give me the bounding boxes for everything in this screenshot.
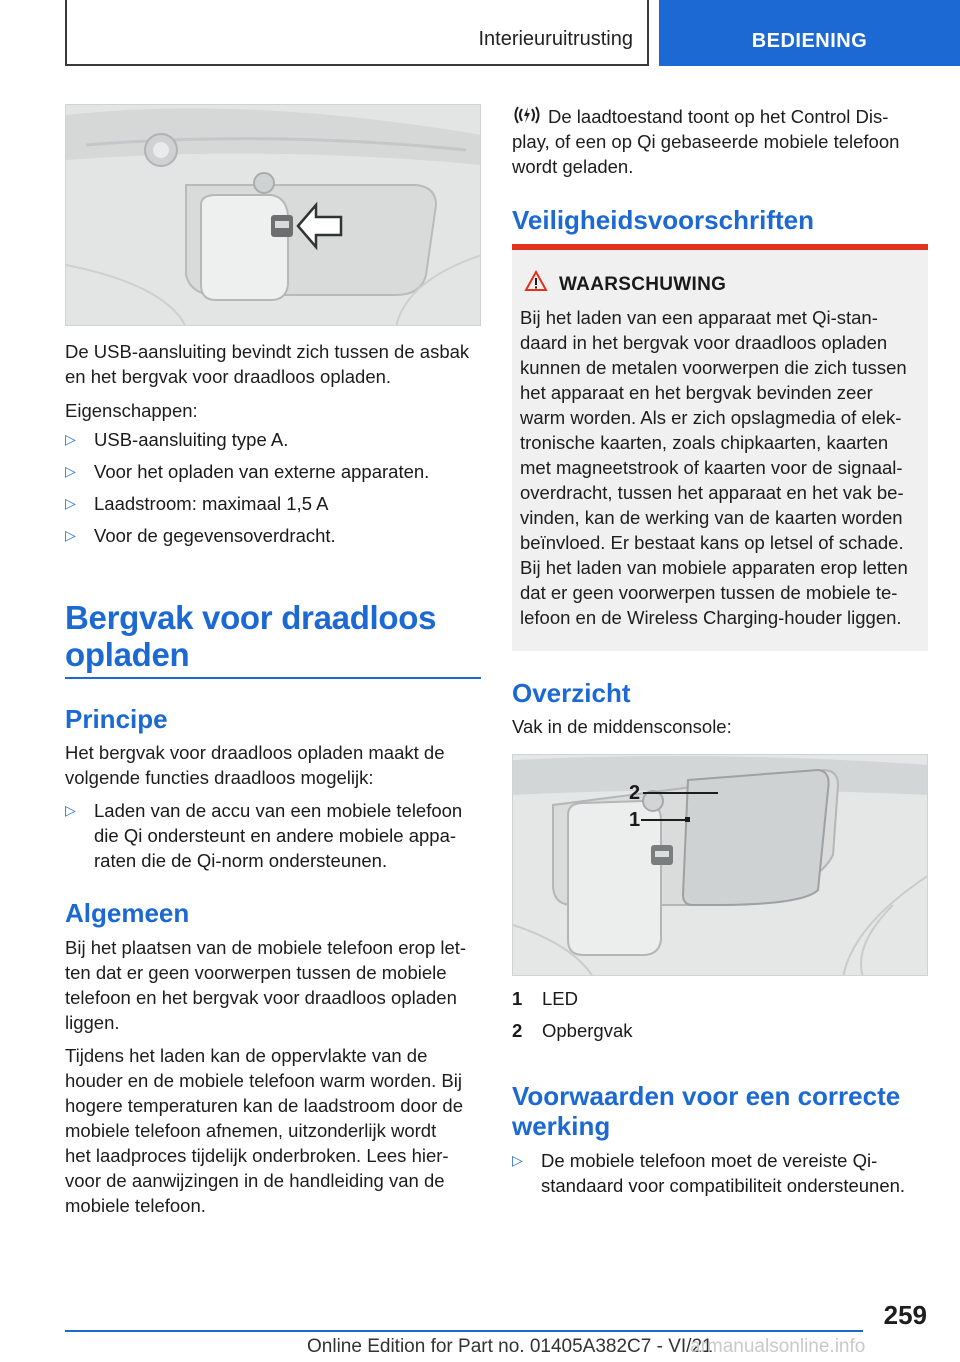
general-p1-line: ten dat er geen voorwerpen tussen de mobiele bbox=[65, 962, 447, 983]
general-p2-line: mobiele telefoon afnemen, uitzonderlijk wordt bbox=[65, 1120, 437, 1141]
charge-note-line-1: De laadtoestand toont op het Control Dis- bbox=[548, 106, 889, 127]
footer-divider bbox=[65, 1330, 863, 1332]
chapter-divider bbox=[65, 677, 481, 679]
general-p2-line: Tijdens het laden kan de oppervlakte van de bbox=[65, 1045, 428, 1066]
warning-line: Bij het laden van mobiele apparaten erop letten bbox=[520, 557, 908, 578]
general-p2-line: houder en de mobiele telefoon warm worden. Bij bbox=[65, 1070, 462, 1091]
legend-label: Opbergvak bbox=[542, 1020, 633, 1041]
feature-item-text: Voor het opladen van externe apparaten. bbox=[94, 461, 430, 482]
principle-text-line-1: Het bergvak voor draadloos opladen maakt de bbox=[65, 742, 445, 763]
warning-line: daard in het bergvak voor draadloos opladen bbox=[520, 332, 888, 353]
warning-line: overdracht, tussen het apparaat en het vak be- bbox=[520, 482, 904, 503]
overview-heading: Overzicht bbox=[512, 678, 631, 708]
warning-line: vinden, kan de werking van de kaarten worden bbox=[520, 507, 903, 528]
principle-bullet-line-1: Laden van de accu van een mobiele telefoon bbox=[94, 800, 463, 821]
warning-box bbox=[512, 250, 928, 651]
warning-line: lefoon en de Wireless Charging-houder liggen. bbox=[520, 607, 902, 628]
safety-heading: Veiligheidsvoorschriften bbox=[512, 205, 814, 235]
charge-note-line-2: play, of een op Qi gebaseerde mobiele telefoon bbox=[512, 131, 900, 152]
legend-number: 2 bbox=[512, 1020, 523, 1041]
warning-line: warm worden. Als er zich opslagmedia of elek- bbox=[520, 407, 902, 428]
general-heading: Algemeen bbox=[65, 898, 190, 928]
warning-line: het apparaat en het bergvak bevinden zeer bbox=[520, 382, 873, 403]
callout-label-1: 1 bbox=[629, 809, 641, 831]
general-p2-line: voor de aanwijzingen in de handleiding van de bbox=[65, 1170, 445, 1191]
legend-number: 1 bbox=[512, 988, 523, 1009]
warning-line: beïnvloed. Er bestaat kans op letsel of schade. bbox=[520, 532, 904, 553]
bullet-triangle-icon: ▷ bbox=[65, 495, 76, 511]
general-p2-line: hogere temperaturen kan de laadstroom door de bbox=[65, 1095, 464, 1116]
principle-bullet-line-3: raten die de Qi-norm ondersteunen. bbox=[94, 850, 388, 871]
bullet-triangle-icon: ▷ bbox=[65, 802, 76, 818]
page-header bbox=[0, 0, 960, 66]
feature-item-text: USB-aansluiting type A. bbox=[94, 429, 289, 450]
principle-text-line-2: volgende functies draadloos mogelijk: bbox=[65, 767, 374, 788]
general-p2-line: mobiele telefoon. bbox=[65, 1195, 206, 1216]
conditions-bullet-line-1: De mobiele telefoon moet de vereiste Qi- bbox=[541, 1150, 878, 1171]
console-tray-photo bbox=[512, 754, 928, 976]
warning-line: met magneetstrook of kaarten voor de signaal- bbox=[520, 457, 903, 478]
wireless-charging-icon bbox=[512, 104, 542, 131]
principle-heading: Principe bbox=[65, 704, 168, 734]
chapter-title-line-1: Bergvak voor draadloos bbox=[65, 599, 437, 636]
charge-note-line-3: wordt geladen. bbox=[512, 156, 634, 177]
conditions-bullet-line-2: standaard voor compatibiliteit ondersteunen. bbox=[541, 1175, 906, 1196]
footer-watermark: armanualsonline.info bbox=[690, 1336, 866, 1357]
warning-triangle-icon bbox=[524, 270, 548, 297]
overview-subtitle: Vak in de middensconsole: bbox=[512, 716, 732, 737]
conditions-heading-line-2: werking bbox=[512, 1111, 611, 1141]
general-p2-line: het laadproces tijdelijk onderbroken. Lees hier- bbox=[65, 1145, 449, 1166]
header-chapter-tab bbox=[659, 0, 960, 66]
callout-label-2: 2 bbox=[629, 782, 641, 804]
conditions-heading-line-1: Voorwaarden voor een correcte bbox=[512, 1081, 901, 1111]
header-section-title: Interieuruitrusting bbox=[478, 28, 633, 50]
chapter-title-line-2: opladen bbox=[65, 636, 190, 673]
header-chapter-label: BEDIENING bbox=[751, 30, 868, 52]
warning-line: tronische kaarten, zoals chipkaarten, kaarten bbox=[520, 432, 889, 453]
principle-bullet-line-2: die Qi ondersteunt en andere mobiele appa- bbox=[94, 825, 457, 846]
bullet-triangle-icon: ▷ bbox=[65, 527, 76, 543]
feature-item-text: Voor de gegevensoverdracht. bbox=[94, 525, 336, 546]
warning-title: WAARSCHUWING bbox=[559, 274, 727, 295]
general-p1-line: liggen. bbox=[65, 1012, 120, 1033]
usb-port-photo bbox=[65, 104, 481, 326]
feature-item-text: Laadstroom: maximaal 1,5 A bbox=[94, 493, 329, 514]
usb-intro-line-1: De USB-aansluiting bevindt zich tussen de asbak bbox=[65, 341, 470, 362]
usb-intro-line-2: en het bergvak voor draadloos opladen. bbox=[65, 366, 392, 387]
warning-line: kunnen de metalen voorwerpen die zich tussen bbox=[520, 357, 907, 378]
general-p1-line: Bij het plaatsen van de mobiele telefoon erop let- bbox=[65, 937, 467, 958]
bullet-triangle-icon: ▷ bbox=[65, 431, 76, 447]
features-label: Eigenschappen: bbox=[65, 400, 198, 421]
warning-line: dat er geen voorwerpen tussen de mobiele te- bbox=[520, 582, 898, 603]
bullet-triangle-icon: ▷ bbox=[512, 1152, 523, 1168]
general-p1-line: telefoon en het bergvak voor draadloos opladen bbox=[65, 987, 457, 1008]
legend-label: LED bbox=[542, 988, 578, 1009]
warning-line: Bij het laden van een apparaat met Qi-stan- bbox=[520, 307, 878, 328]
footer-edition: Online Edition for Part no. 01405A382C7 - VI/21 bbox=[307, 1336, 713, 1357]
page-number: 259 bbox=[883, 1300, 927, 1330]
header-section-box bbox=[65, 0, 649, 66]
bullet-triangle-icon: ▷ bbox=[65, 463, 76, 479]
